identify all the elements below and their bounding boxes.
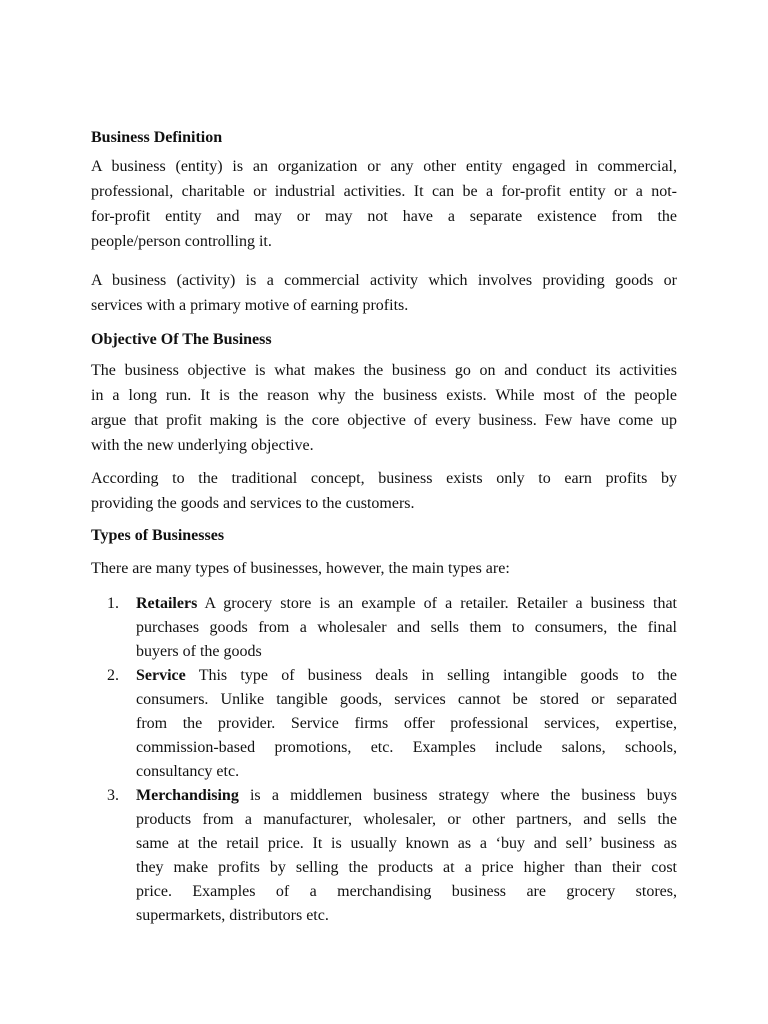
paragraph-objective [91,358,677,458]
heading-types [91,524,677,548]
text-line: they make profits by selling the products at a price higher than their cost [136,859,677,876]
types-list [91,592,677,928]
text-line: same at the retail price. It is usually known as a ‘buy and sell’ business as [136,835,677,852]
text-line: for-profit entity and may or may not have a separate existence from the [91,208,677,225]
list-term: Merchandising [136,787,239,804]
list-number: 1. [107,595,119,612]
list-number: 2. [107,667,119,684]
text-line: This type of business deals in selling intangible goods to the [185,667,677,684]
paragraph-business-activity [91,268,677,318]
list-item-merchandising [91,784,677,928]
text-line: providing the goods and services to the customers. [91,495,415,512]
text-line: supermarkets, distributors etc. [136,907,329,924]
heading-objective [91,328,677,352]
text-line: buyers of the goods [136,643,262,660]
text-line: products from a manufacturer, wholesaler, or other partners, and sells the [136,811,677,828]
text-line: The business objective is what makes the business go on and conduct its activities [91,362,677,379]
text-line: According to the traditional concept, business exists only to earn profits by [91,470,677,487]
text-line: argue that profit making is the core objective of every business. Few have come up [91,412,677,429]
text-line: A business (entity) is an organization or any other entity engaged in commercial, [91,158,677,175]
text-line: from the provider. Service firms offer professional services, expertise, [136,715,677,732]
text-line: price. Examples of a merchandising business are grocery stores, [136,883,677,900]
heading-text: Types of Businesses [91,527,225,544]
list-number: 3. [107,787,119,804]
list-item-service [91,664,677,784]
list-item-retailers [91,592,677,664]
text-line: professional, charitable or industrial activities. It can be a for-profit entity or a not- [91,183,677,200]
text-line: in a long run. It is the reason why the business exists. While most of the people [91,387,677,404]
text-line: commission-based promotions, etc. Examples include salons, schools, [136,739,677,756]
text-line: services with a primary motive of earning profits. [91,297,409,314]
paragraph-traditional-concept [91,466,677,516]
paragraph-business-entity [91,154,677,254]
text-line: There are many types of businesses, however, the main types are: [91,560,510,577]
text-line: people/person controlling it. [91,233,272,250]
heading-business-definition [91,126,677,150]
list-term: Retailers [136,595,198,612]
heading-text: Objective Of The Business [91,331,272,348]
heading-text: Business Definition [91,129,223,146]
list-term: Service [136,667,186,684]
text-line: consumers. Unlike tangible goods, services cannot be stored or separated [136,691,677,708]
text-line: A business (activity) is a commercial activity which involves providing goods or [91,272,677,289]
text-line: A grocery store is an example of a retailer. Retailer a business that [197,595,677,612]
text-line: is a middlemen business strategy where the business buys [238,787,677,804]
text-line: purchases goods from a wholesaler and sells them to consumers, the final [136,619,677,636]
text-line: with the new underlying objective. [91,437,314,454]
text-line: consultancy etc. [136,763,240,780]
paragraph-types-intro [91,556,677,581]
